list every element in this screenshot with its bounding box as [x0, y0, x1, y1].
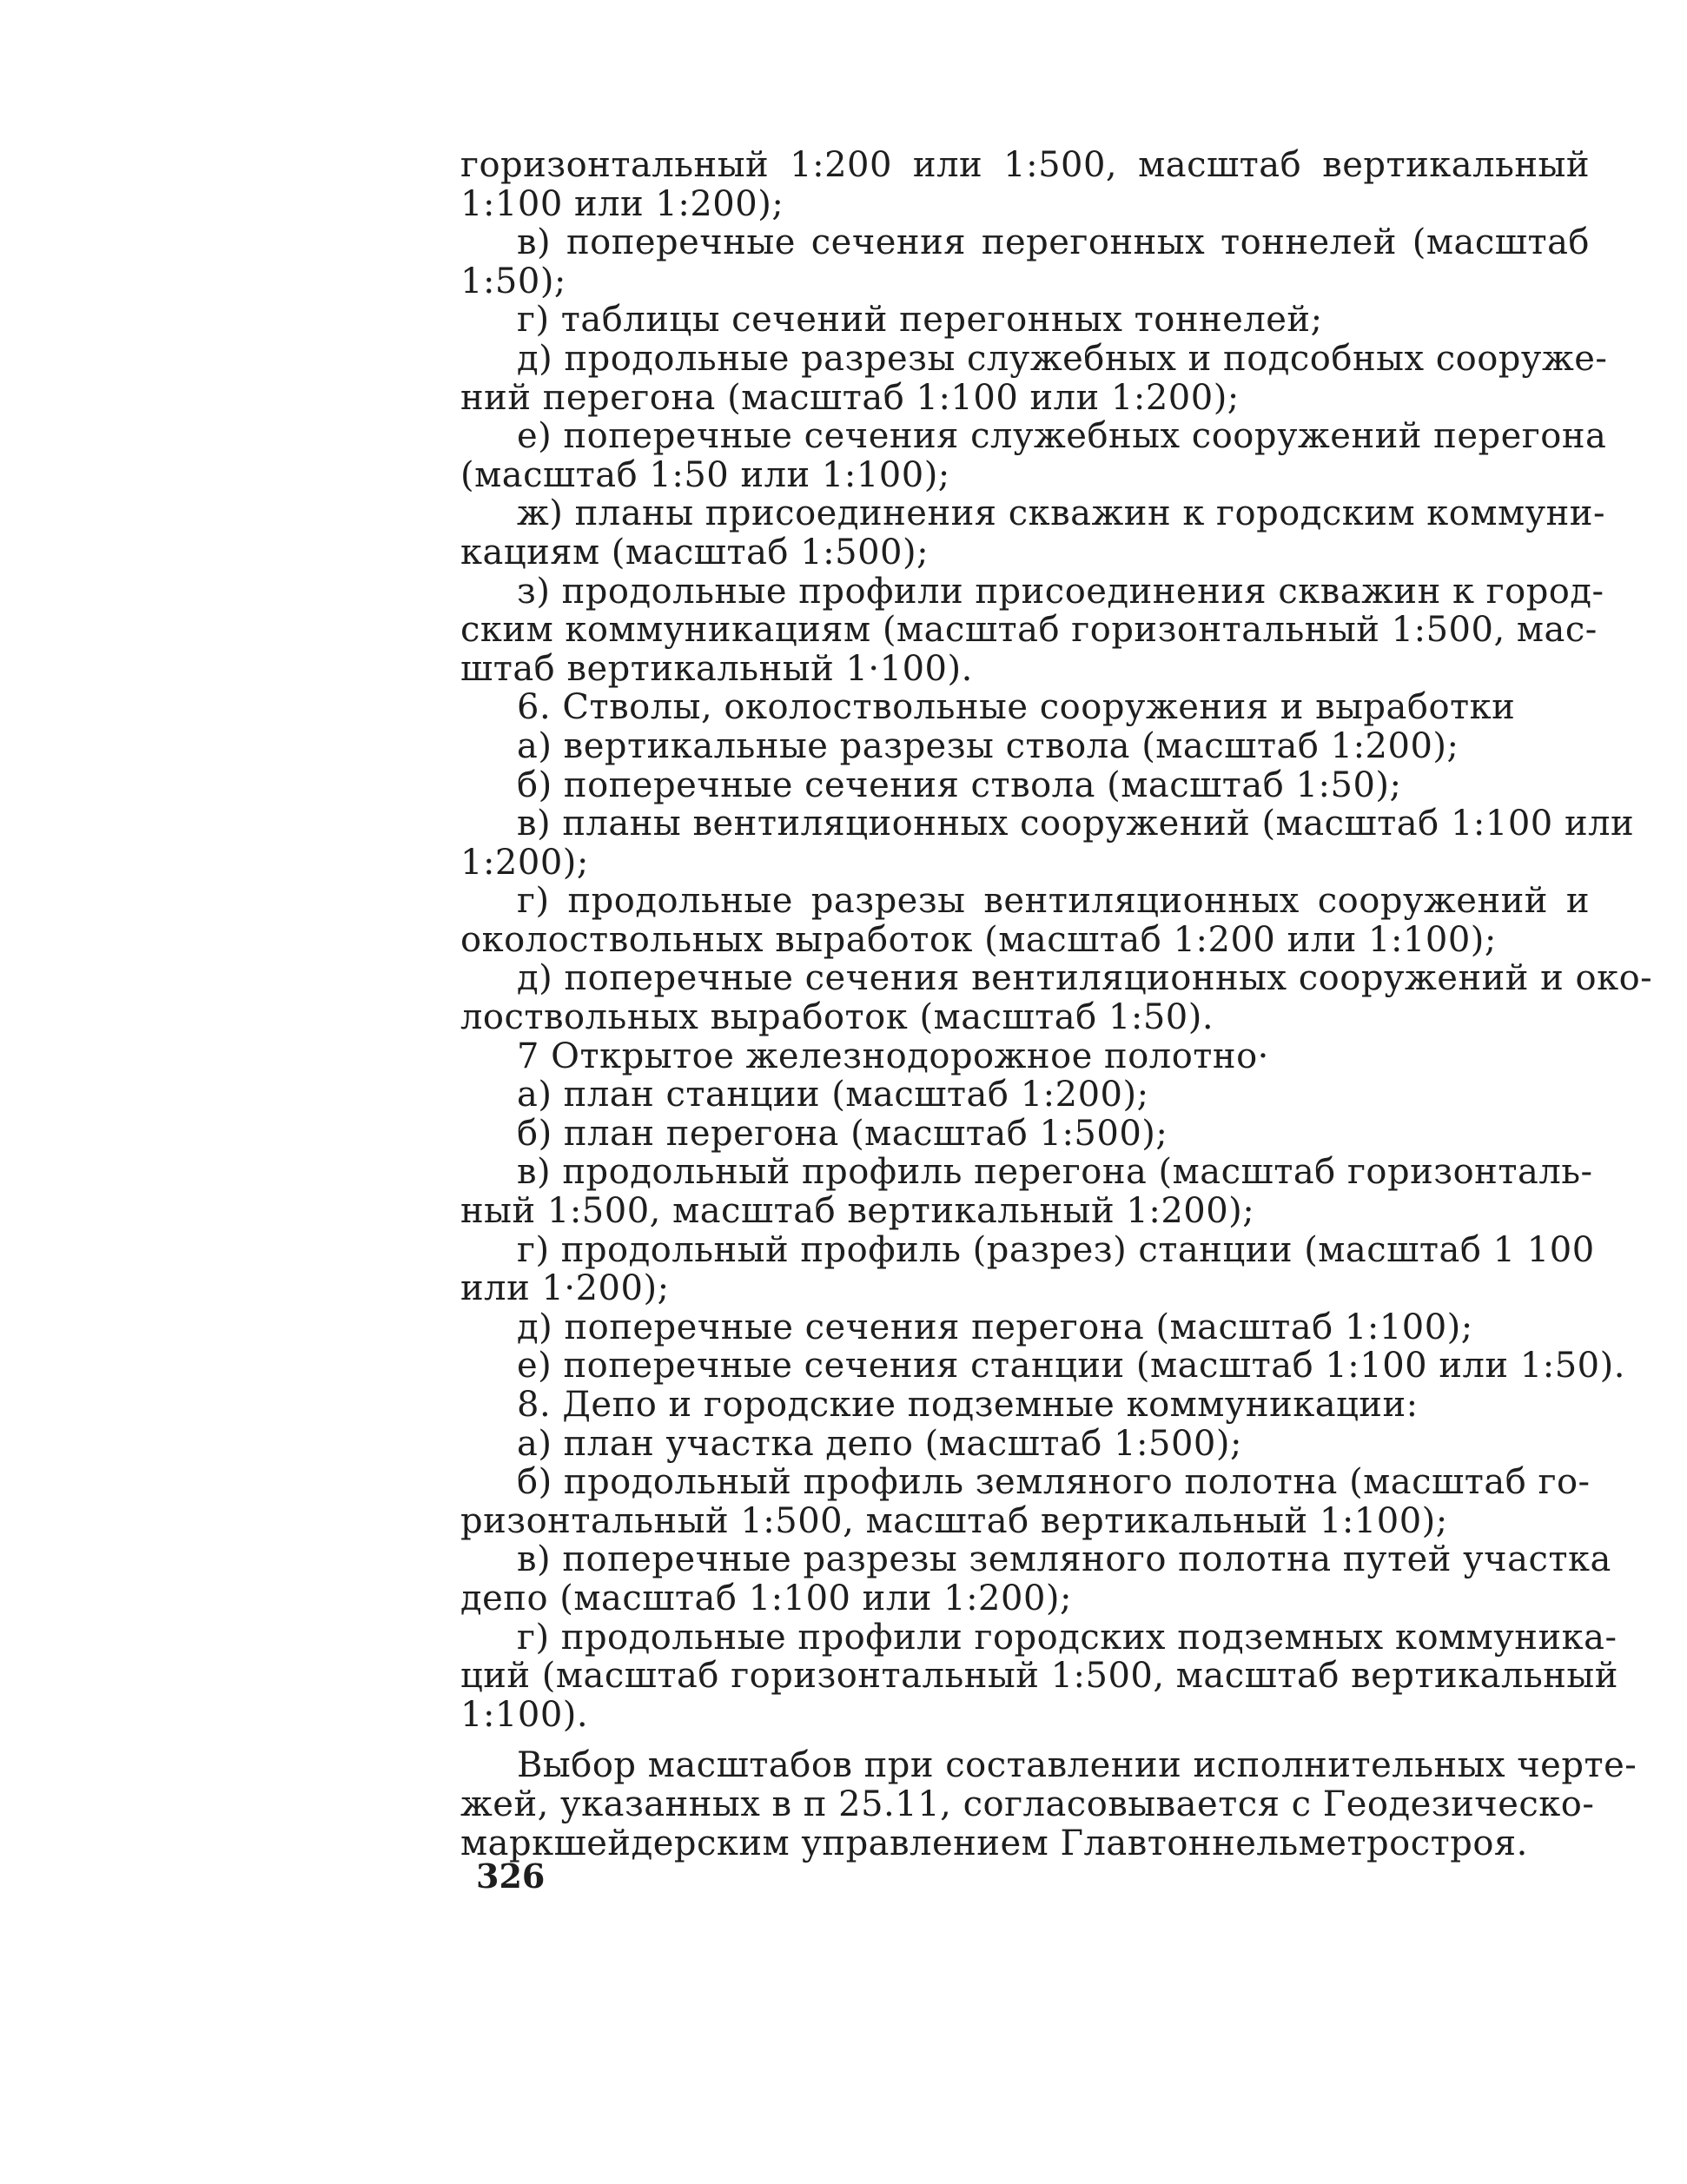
text-line: ций (масштаб горизонтальный 1:500, масштаб вертикальный — [460, 1656, 1618, 1697]
text-line: б) продольный профиль земляного полотна (масштаб го- — [517, 1462, 1591, 1503]
text-line: г) продольные разрезы вентиляционных сооружений и — [517, 881, 1590, 922]
text-line: лоствольных выработок (масштаб 1:50). — [460, 997, 1214, 1038]
text-line: б) план перегона (масштаб 1:500); — [517, 1113, 1168, 1154]
text-line: горизонтальный 1:200 или 1:500, масштаб вертикальный — [460, 145, 1590, 185]
text-line: 8. Депо и городские подземные коммуникации: — [517, 1385, 1419, 1425]
text-line: штаб вертикальный 1·100). — [460, 648, 973, 689]
text-line: е) поперечные сечения станции (масштаб 1:100 или 1:50). — [517, 1346, 1625, 1387]
text-line: депо (масштаб 1:100 или 1:200); — [460, 1578, 1072, 1618]
text-line: б) поперечные сечения ствола (масштаб 1:50); — [517, 764, 1402, 805]
text-line: д) поперечные сечения перегона (масштаб 1:100); — [517, 1307, 1473, 1347]
text-line: или 1·200); — [460, 1268, 670, 1309]
text-line: а) план станции (масштаб 1:200); — [517, 1075, 1149, 1115]
text-line: 1:100). — [460, 1694, 589, 1735]
text-line: д) поперечные сечения вентиляционных сооружений и око- — [517, 958, 1653, 999]
text-line: в) поперечные сечения перегонных тоннелей (масштаб — [517, 222, 1590, 263]
text-line: ный 1:500, масштаб вертикальный 1:200); — [460, 1191, 1255, 1232]
text-line: 1:200); — [460, 842, 589, 883]
text-line: (масштаб 1:50 или 1:100); — [460, 454, 950, 495]
text-line: 1:100 или 1:200); — [460, 183, 784, 224]
text-line: Выбор масштабов при составлении исполнительных черте- — [517, 1745, 1637, 1786]
text-line: кациям (масштаб 1:500); — [460, 532, 930, 572]
page-number: 326 — [476, 1856, 546, 1896]
text-line: г) продольный профиль (разрез) станции (масштаб 1 100 — [517, 1229, 1595, 1270]
text-line: а) вертикальные разрезы ствола (масштаб 1:200); — [517, 725, 1459, 766]
text-line: в) продольный профиль перегона (масштаб горизонталь- — [517, 1152, 1593, 1193]
text-line: ризонтальный 1:500, масштаб вертикальный 1:100); — [460, 1500, 1448, 1541]
text-line: г) продольные профили городских подземных коммуника- — [517, 1617, 1618, 1658]
text-line: а) план участка депо (масштаб 1:500); — [517, 1423, 1242, 1464]
text-line: е) поперечные сечения служебных сооружений перегона — [517, 416, 1607, 457]
text-line: 7 Открытое железнодорожное полотно· — [517, 1036, 1269, 1076]
text-line: в) поперечные разрезы земляного полотна путей участка — [517, 1539, 1611, 1580]
text-line: 6. Стволы, околоствольные сооружения и выработки — [517, 687, 1516, 728]
text-line: д) продольные разрезы служебных и подсобных сооруже- — [517, 338, 1608, 379]
text-line: жей, указанных в п 25.11, согласовывается с Геодезическо- — [460, 1784, 1595, 1824]
text-line: в) планы вентиляционных сооружений (масштаб 1:100 или — [517, 804, 1635, 844]
text-line: ний перегона (масштаб 1:100 или 1:200); — [460, 377, 1240, 418]
text-line: з) продольные профили присоединения скважин к город- — [517, 571, 1604, 612]
text-line: г) таблицы сечений перегонных тоннелей; — [517, 300, 1323, 341]
text-line: маркшейдерским управлением Главтоннельметростроя. — [460, 1823, 1528, 1863]
text-line: ским коммуникациям (масштаб горизонтальный 1:500, мас- — [460, 610, 1598, 651]
text-line: 1:50); — [460, 261, 566, 301]
text-line: ж) планы присоединения скважин к городским коммуни- — [517, 493, 1605, 534]
body-text — [460, 145, 1653, 1863]
text-line: околоствольных выработок (масштаб 1:200 или 1:100); — [460, 919, 1497, 960]
